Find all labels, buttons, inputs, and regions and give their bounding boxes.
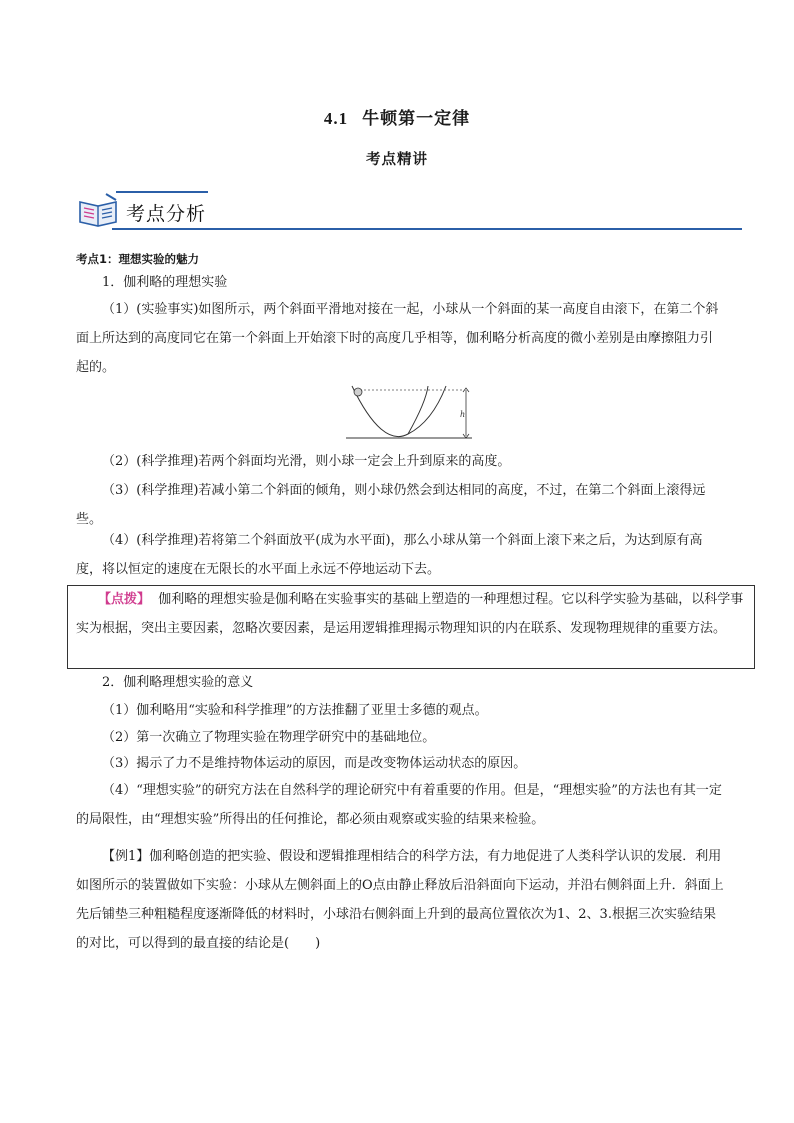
section1-heading: 1．伽利略的理想实验: [102, 275, 228, 290]
paragraph-experiment-fact: （1）(实验事实)如图所示，两个斜面平滑地对接在一起，小球从一个斜面的某一高度自由滚下，在第二个斜面上所达到的高度同它在第一个斜面上开始滚下时的高度几乎相等，伽利略分析高度的微小差别是由摩擦阻力引起的。: [76, 302, 719, 375]
page-title: [0, 104, 794, 129]
significance-2: （2）第一次确立了物理实验在物理学研究中的基础地位。: [102, 730, 436, 745]
figure-height-label: h: [460, 410, 466, 419]
paragraph-reasoning-4: （4）(科学推理)若将第二个斜面放平(成为水平面)，那么小球从第一个斜面上滚下来之后，为达到原有高度，将以恒定的速度在无限长的水平面上永远不停地运动下去。: [76, 533, 703, 577]
section2-heading: 2．伽利略理想实验的意义: [102, 675, 254, 690]
significance-1: （1）伽利略用“实验和科学推理”的方法推翻了亚里士多德的观点。: [102, 703, 488, 718]
page-subtitle: 考点精讲: [366, 151, 428, 168]
inclined-plane-figure: [346, 382, 474, 440]
banner-bottom-line: [112, 228, 742, 230]
title-number: 4.1: [323, 109, 349, 128]
banner-title: 考点分析: [126, 203, 207, 225]
example-1: 【例1】伽利略创造的把实验、假设和逻辑推理相结合的科学方法，有力地促进了人类科学认识的发展．利用如图所示的装置做如下实验：小球从左侧斜面上的O点由静止释放后沿斜面向下运动，并沿右侧斜面上升．斜面上先后铺垫三种粗糙程度逐渐降低的材料时，小球沿右侧斜面上升到的最高位置依次为1、2、3.根据三次实验结果的对比，可以得到的最直接的结论是( ): [76, 849, 724, 951]
paragraph-reasoning-3: （3）(科学推理)若减小第二个斜面的倾角，则小球仍然会到达相同的高度，不过，在第二个斜面上滚得远些。: [76, 483, 706, 527]
tip-box: [67, 585, 755, 669]
significance-4: （4）“理想实验”的研究方法在自然科学的理论研究中有着重要的作用。但是，“理想实验”的方法也有其一定的局限性，由“理想实验”所得出的任何推论，都必须由观察或实验的结果来检验。: [76, 783, 722, 827]
kaodian-heading: 考点1：理想实验的魅力: [76, 252, 200, 266]
tip-tag: 【点拨】: [98, 592, 151, 607]
title-text: 牛顿第一定律: [362, 109, 471, 129]
significance-3: （3）揭示了力不是维持物体运动的原因，而是改变物体运动状态的原因。: [102, 756, 527, 771]
section-banner: [76, 188, 742, 232]
banner-top-line: [116, 191, 208, 193]
paragraph-reasoning-2: （2）(科学推理)若两个斜面均光滑，则小球一定会上升到原来的高度。: [102, 454, 511, 469]
tip-paragraph: 【点拨】 伽利略的理想实验是伽利略在实验事实的基础上塑造的一种理想过程。它以科学实验为基础，以科学事实为根据，突出主要因素，忽略次要因素，是运用逻辑推理揭示物理知识的内在联系、发现物理规律的重要方法。: [76, 592, 744, 636]
open-book-icon: [76, 192, 120, 228]
